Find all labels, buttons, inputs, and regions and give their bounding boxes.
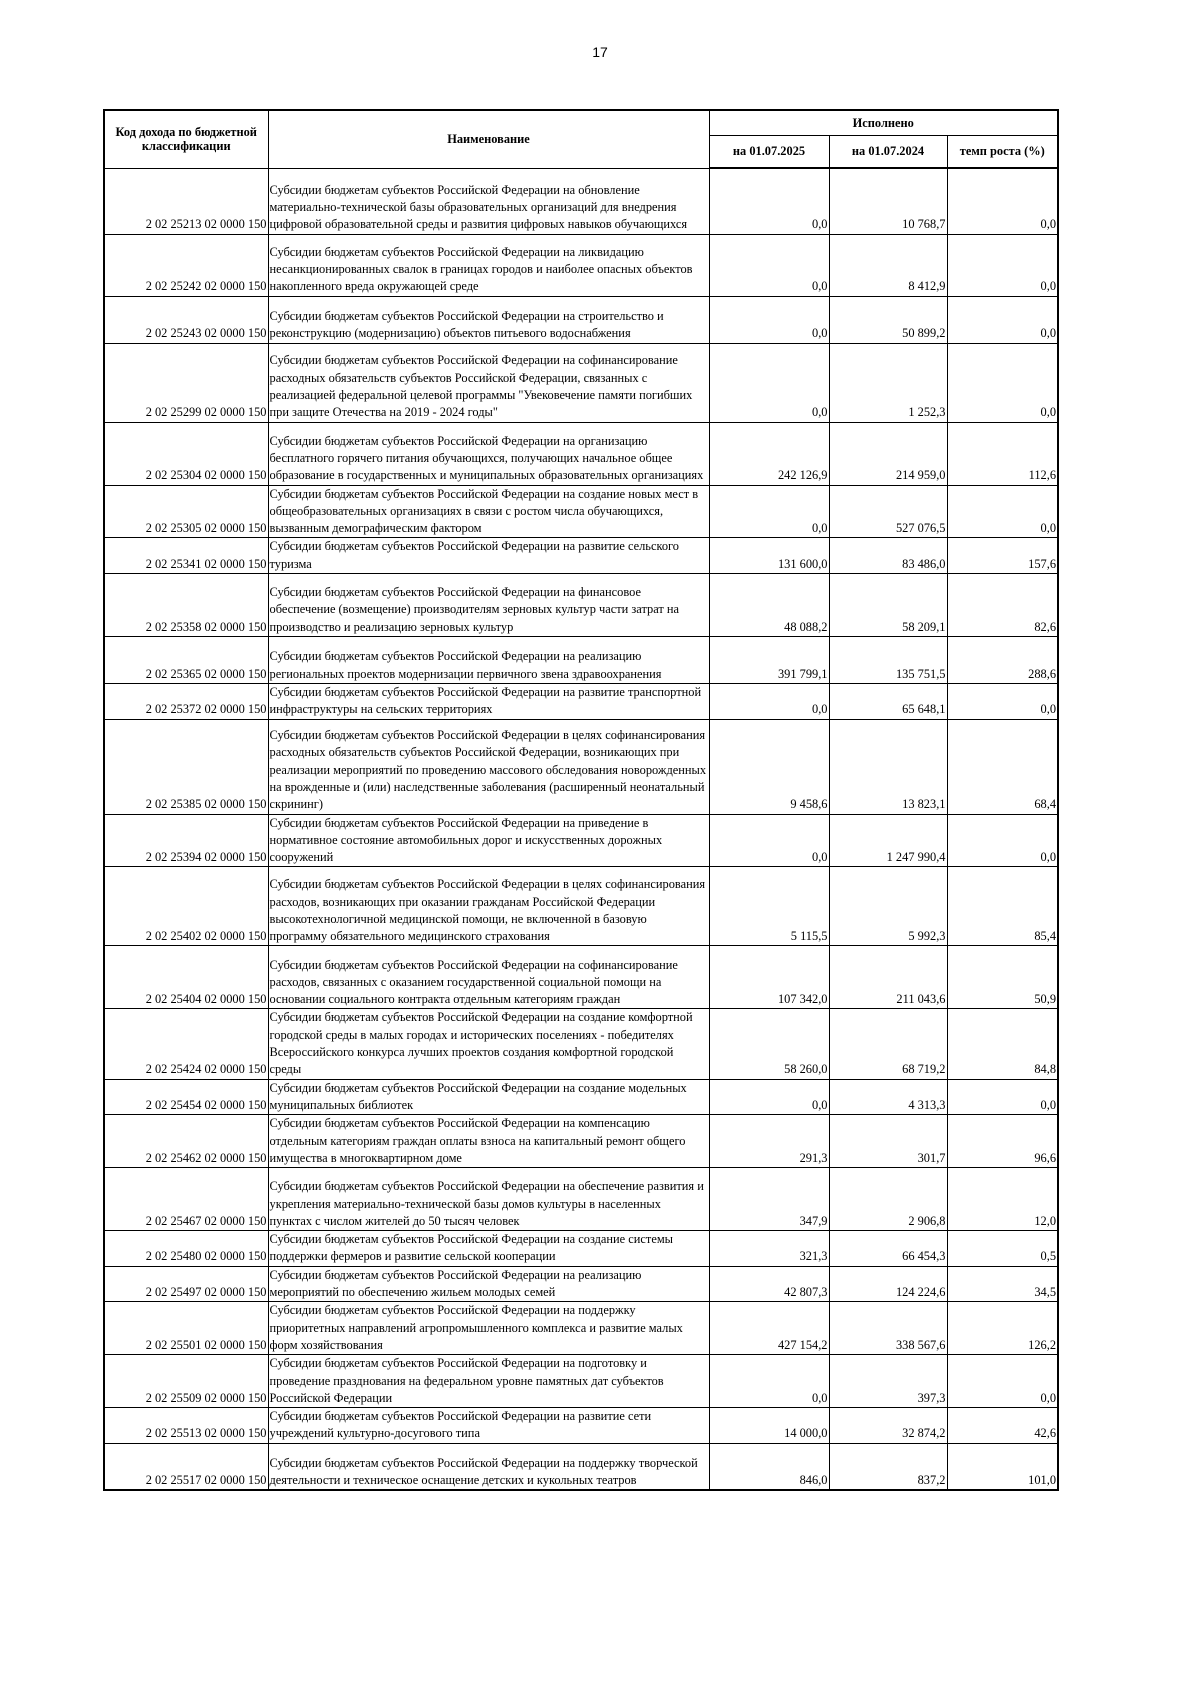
table-row: [104, 636, 1058, 683]
row-value-2024: 1 247 990,4: [829, 814, 947, 867]
table-row: [104, 1266, 1058, 1302]
row-code: 2 02 25243 02 0000 150: [104, 296, 268, 343]
row-value-2025: 48 088,2: [709, 573, 829, 636]
row-growth-rate: 34,5: [947, 1266, 1058, 1302]
row-growth-rate: 0,0: [947, 1355, 1058, 1408]
row-name: Субсидии бюджетам субъектов Российской Федерации на создание модельных муниципальных библиотек: [268, 1079, 709, 1115]
table-row: [104, 573, 1058, 636]
row-name: Субсидии бюджетам субъектов Российской Федерации на развитие сети учреждений культурно-досугового типа: [268, 1408, 709, 1444]
table-row: [104, 1168, 1058, 1231]
row-value-2024: 397,3: [829, 1355, 947, 1408]
row-name: Субсидии бюджетам субъектов Российской Федерации на финансовое обеспечение (возмещение) производителям зерновых культур части затрат на производство и реализацию зерновых культур: [268, 573, 709, 636]
header-code: Код дохода по бюджетной классификации: [104, 110, 268, 168]
row-value-2024: 66 454,3: [829, 1231, 947, 1267]
row-value-2025: 5 115,5: [709, 867, 829, 946]
row-name: Субсидии бюджетам субъектов Российской Федерации в целях софинансирования расходов, возникающих при оказании гражданам Российской Федерации высокотехнологичной медицинской помощи, не включенной в базовую программу обязательного медицинского страхования: [268, 867, 709, 946]
row-value-2025: 427 154,2: [709, 1302, 829, 1355]
table-row: [104, 867, 1058, 946]
row-value-2024: 8 412,9: [829, 234, 947, 296]
row-value-2024: 214 959,0: [829, 422, 947, 485]
row-name: Субсидии бюджетам субъектов Российской Федерации на развитие транспортной инфраструктуры на сельских территориях: [268, 683, 709, 719]
row-value-2024: 65 648,1: [829, 683, 947, 719]
row-growth-rate: 0,0: [947, 234, 1058, 296]
row-value-2024: 301,7: [829, 1115, 947, 1168]
row-value-2024: 83 486,0: [829, 538, 947, 574]
row-name: Субсидии бюджетам субъектов Российской Федерации на поддержку приоритетных направлений агропромышленного комплекса и развитие малых форм хозяйствования: [268, 1302, 709, 1355]
header-date-previous: на 01.07.2024: [829, 136, 947, 169]
row-name: Субсидии бюджетам субъектов Российской Федерации на строительство и реконструкцию (модернизацию) объектов питьевого водоснабжения: [268, 296, 709, 343]
table-row: [104, 1408, 1058, 1444]
row-growth-rate: 0,0: [947, 1079, 1058, 1115]
row-value-2024: 211 043,6: [829, 946, 947, 1009]
row-code: 2 02 25424 02 0000 150: [104, 1009, 268, 1079]
row-code: 2 02 25404 02 0000 150: [104, 946, 268, 1009]
row-growth-rate: 101,0: [947, 1443, 1058, 1490]
row-name: Субсидии бюджетам субъектов Российской Федерации на развитие сельского туризма: [268, 538, 709, 574]
table-row: [104, 1079, 1058, 1115]
row-value-2024: 1 252,3: [829, 343, 947, 422]
row-growth-rate: 0,5: [947, 1231, 1058, 1267]
header-name: Наименование: [268, 110, 709, 168]
row-value-2025: 0,0: [709, 296, 829, 343]
row-name: Субсидии бюджетам субъектов Российской Федерации на обеспечение развития и укрепления материально-технической базы домов культуры в населенных пунктах с числом жителей до 50 тысяч человек: [268, 1168, 709, 1231]
row-code: 2 02 25304 02 0000 150: [104, 422, 268, 485]
row-value-2024: 2 906,8: [829, 1168, 947, 1231]
row-value-2025: 107 342,0: [709, 946, 829, 1009]
row-value-2025: 0,0: [709, 234, 829, 296]
table-row: [104, 1231, 1058, 1267]
row-growth-rate: 0,0: [947, 168, 1058, 234]
page-number: 17: [592, 44, 608, 60]
row-name: Субсидии бюджетам субъектов Российской Федерации на приведение в нормативное состояние автомобильных дорог и искусственных дорожных сооружений: [268, 814, 709, 867]
row-code: 2 02 25372 02 0000 150: [104, 683, 268, 719]
row-value-2025: 321,3: [709, 1231, 829, 1267]
row-value-2025: 347,9: [709, 1168, 829, 1231]
table-row: [104, 1443, 1058, 1490]
row-growth-rate: 157,6: [947, 538, 1058, 574]
row-value-2024: 68 719,2: [829, 1009, 947, 1079]
table-row: [104, 719, 1058, 814]
table-row: [104, 343, 1058, 422]
row-name: Субсидии бюджетам субъектов Российской Федерации на организацию бесплатного горячего питания обучающихся, получающих начальное общее образование в государственных и муниципальных образовательных организациях: [268, 422, 709, 485]
row-growth-rate: 12,0: [947, 1168, 1058, 1231]
table-row: [104, 683, 1058, 719]
table-row: [104, 296, 1058, 343]
row-value-2025: 242 126,9: [709, 422, 829, 485]
row-growth-rate: 42,6: [947, 1408, 1058, 1444]
row-value-2024: 338 567,6: [829, 1302, 947, 1355]
row-value-2025: 291,3: [709, 1115, 829, 1168]
row-growth-rate: 0,0: [947, 296, 1058, 343]
row-value-2025: 0,0: [709, 343, 829, 422]
row-name: Субсидии бюджетам субъектов Российской Федерации на обновление материально-технической базы образовательных организаций для внедрения цифровой образовательной среды и развития цифровых навыков обучающихся: [268, 168, 709, 234]
table-row: [104, 422, 1058, 485]
table-row: [104, 168, 1058, 234]
row-code: 2 02 25517 02 0000 150: [104, 1443, 268, 1490]
row-value-2025: 42 807,3: [709, 1266, 829, 1302]
row-code: 2 02 25242 02 0000 150: [104, 234, 268, 296]
row-value-2024: 135 751,5: [829, 636, 947, 683]
row-code: 2 02 25365 02 0000 150: [104, 636, 268, 683]
row-growth-rate: 126,2: [947, 1302, 1058, 1355]
table-row: [104, 1009, 1058, 1079]
row-name: Субсидии бюджетам субъектов Российской Федерации на подготовку и проведение празднования на федеральном уровне памятных дат субъектов Российской Федерации: [268, 1355, 709, 1408]
row-name: Субсидии бюджетам субъектов Российской Федерации на ликвидацию несанкционированных свалок в границах городов и наиболее опасных объектов накопленного вреда окружающей среде: [268, 234, 709, 296]
row-value-2025: 0,0: [709, 485, 829, 538]
row-name: Субсидии бюджетам субъектов Российской Федерации на реализацию региональных проектов модернизации первичного звена здравоохранения: [268, 636, 709, 683]
row-value-2025: 0,0: [709, 1079, 829, 1115]
row-value-2025: 0,0: [709, 1355, 829, 1408]
row-name: Субсидии бюджетам субъектов Российской Федерации на создание новых мест в общеобразовательных организациях в связи с ростом числа обучающихся, вызванным демографическим фактором: [268, 485, 709, 538]
row-code: 2 02 25501 02 0000 150: [104, 1302, 268, 1355]
row-code: 2 02 25385 02 0000 150: [104, 719, 268, 814]
row-code: 2 02 25462 02 0000 150: [104, 1115, 268, 1168]
row-code: 2 02 25341 02 0000 150: [104, 538, 268, 574]
row-name: Субсидии бюджетам субъектов Российской Федерации на софинансирование расходов, связанных с оказанием государственной социальной помощи на основании социального контракта отдельным категориям граждан: [268, 946, 709, 1009]
row-value-2025: 58 260,0: [709, 1009, 829, 1079]
table-header: [104, 110, 1058, 168]
row-code: 2 02 25213 02 0000 150: [104, 168, 268, 234]
row-code: 2 02 25454 02 0000 150: [104, 1079, 268, 1115]
row-name: Субсидии бюджетам субъектов Российской Федерации на создание системы поддержки фермеров и развитие сельской кооперации: [268, 1231, 709, 1267]
row-value-2024: 32 874,2: [829, 1408, 947, 1444]
row-code: 2 02 25299 02 0000 150: [104, 343, 268, 422]
table-row: [104, 485, 1058, 538]
row-value-2025: 391 799,1: [709, 636, 829, 683]
row-name: Субсидии бюджетам субъектов Российской Федерации на реализацию мероприятий по обеспечению жильем молодых семей: [268, 1266, 709, 1302]
row-growth-rate: 96,6: [947, 1115, 1058, 1168]
budget-revenue-table: [103, 109, 1059, 1491]
row-growth-rate: 0,0: [947, 343, 1058, 422]
row-value-2025: 14 000,0: [709, 1408, 829, 1444]
table-row: [104, 234, 1058, 296]
row-value-2025: 9 458,6: [709, 719, 829, 814]
row-growth-rate: 112,6: [947, 422, 1058, 485]
row-code: 2 02 25467 02 0000 150: [104, 1168, 268, 1231]
table-body: [104, 168, 1058, 1490]
row-growth-rate: 288,6: [947, 636, 1058, 683]
row-name: Субсидии бюджетам субъектов Российской Федерации на софинансирование расходных обязательств субъектов Российской Федерации, связанных с реализацией федеральной целевой программы "Увековечение памяти погибших при защите Отечества на 2019 - 2024 годы": [268, 343, 709, 422]
row-value-2024: 58 209,1: [829, 573, 947, 636]
row-value-2024: 527 076,5: [829, 485, 947, 538]
row-code: 2 02 25358 02 0000 150: [104, 573, 268, 636]
row-value-2025: 0,0: [709, 683, 829, 719]
table-row: [104, 1115, 1058, 1168]
row-value-2025: 0,0: [709, 168, 829, 234]
row-growth-rate: 82,6: [947, 573, 1058, 636]
row-value-2024: 50 899,2: [829, 296, 947, 343]
table-row: [104, 814, 1058, 867]
row-code: 2 02 25480 02 0000 150: [104, 1231, 268, 1267]
row-growth-rate: 85,4: [947, 867, 1058, 946]
row-code: 2 02 25305 02 0000 150: [104, 485, 268, 538]
row-value-2024: 10 768,7: [829, 168, 947, 234]
table-row: [104, 1355, 1058, 1408]
row-growth-rate: 84,8: [947, 1009, 1058, 1079]
header-date-current: на 01.07.2025: [709, 136, 829, 169]
row-value-2024: 124 224,6: [829, 1266, 947, 1302]
table-row: [104, 946, 1058, 1009]
row-growth-rate: 0,0: [947, 814, 1058, 867]
row-name: Субсидии бюджетам субъектов Российской Федерации на поддержку творческой деятельности и техническое оснащение детских и кукольных театров: [268, 1443, 709, 1490]
row-code: 2 02 25402 02 0000 150: [104, 867, 268, 946]
row-name: Субсидии бюджетам субъектов Российской Федерации на компенсацию отдельным категориям граждан оплаты взноса на капитальный ремонт общего имущества в многоквартирном доме: [268, 1115, 709, 1168]
row-value-2025: 846,0: [709, 1443, 829, 1490]
row-value-2025: 131 600,0: [709, 538, 829, 574]
table-row: [104, 1302, 1058, 1355]
row-growth-rate: 50,9: [947, 946, 1058, 1009]
row-value-2024: 837,2: [829, 1443, 947, 1490]
row-code: 2 02 25513 02 0000 150: [104, 1408, 268, 1444]
row-name: Субсидии бюджетам субъектов Российской Федерации на создание комфортной городской среды в малых городах и исторических поселениях - победителях Всероссийского конкурса лучших проектов создания комфортной городской среды: [268, 1009, 709, 1079]
row-value-2024: 4 313,3: [829, 1079, 947, 1115]
row-code: 2 02 25497 02 0000 150: [104, 1266, 268, 1302]
row-code: 2 02 25394 02 0000 150: [104, 814, 268, 867]
row-value-2025: 0,0: [709, 814, 829, 867]
row-value-2024: 5 992,3: [829, 867, 947, 946]
row-value-2024: 13 823,1: [829, 719, 947, 814]
row-growth-rate: 0,0: [947, 683, 1058, 719]
row-name: Субсидии бюджетам субъектов Российской Федерации в целях софинансирования расходных обязательств субъектов Российской Федерации, возникающих при реализации мероприятий по проведению массового обследования новорожденных на врожденные и (или) наследственные заболевания (расширенный неонатальный скрининг): [268, 719, 709, 814]
row-code: 2 02 25509 02 0000 150: [104, 1355, 268, 1408]
table-row: [104, 538, 1058, 574]
row-growth-rate: 0,0: [947, 485, 1058, 538]
header-executed: Исполнено: [709, 110, 1058, 136]
row-growth-rate: 68,4: [947, 719, 1058, 814]
header-growth: темп роста (%): [947, 136, 1058, 169]
